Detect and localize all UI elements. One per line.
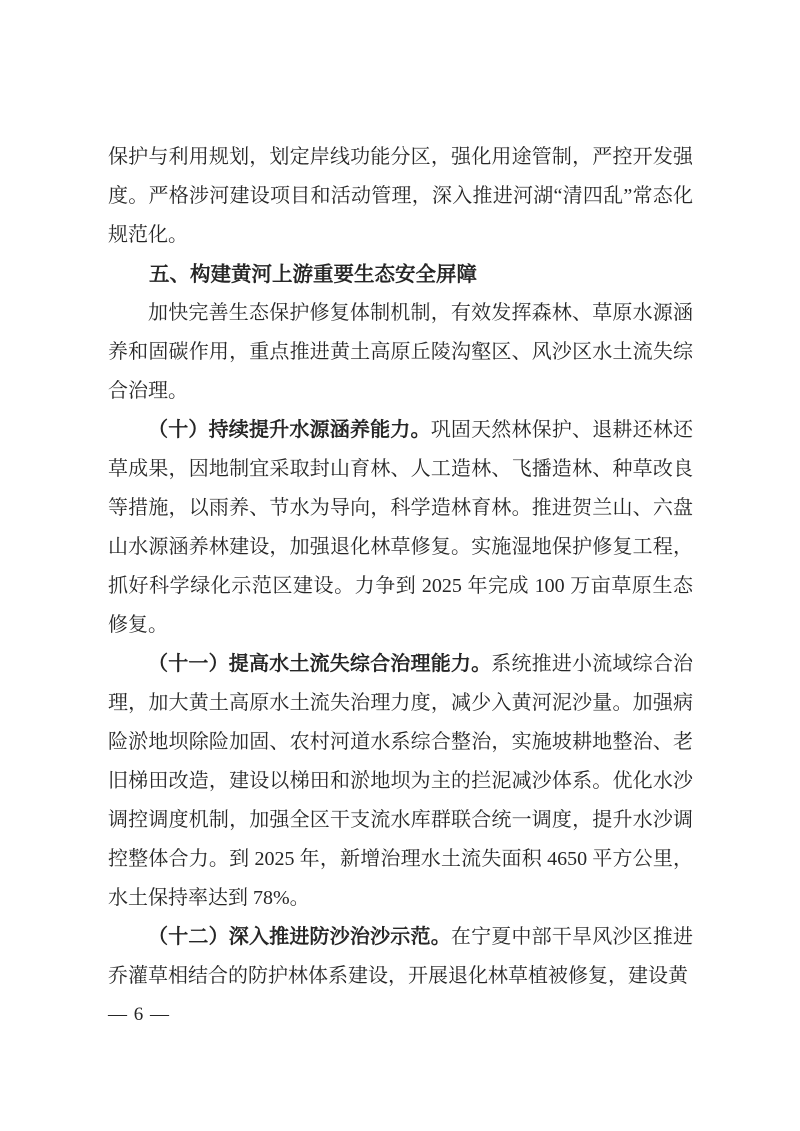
paragraph bbox=[108, 411, 693, 645]
paragraph bbox=[108, 918, 693, 996]
paragraph bbox=[108, 645, 693, 918]
section-heading bbox=[108, 255, 693, 294]
bold-lead-run: （十一）提高水土流失综合治理能力。 bbox=[148, 653, 492, 675]
page-number: — 6 — bbox=[108, 1004, 170, 1025]
bold-lead-run: （十二）深入推进防沙治沙示范。 bbox=[148, 926, 451, 948]
text-run: 保护与利用规划，划定岸线功能分区，强化用途管制，严控开发强度。严格涉河建设项目和活动管理，深入推进河湖“清四乱”常态化规范化。 bbox=[108, 146, 693, 246]
bold-lead-run: （十）持续提升水源涵养能力。 bbox=[148, 419, 431, 441]
paragraph bbox=[108, 138, 693, 255]
paragraph bbox=[108, 294, 693, 411]
text-run: 巩固天然林保护、退耕还林还草成果，因地制宜采取封山育林、人工造林、飞播造林、种草改良等措施，以雨养、节水为导向，科学造林育林。推进贺兰山、六盘山水源涵养林建设，加强退化林草修复。实施湿地保护修复工程，抓好科学绿化示范区建设。力争到 2025 年完成 100 万亩草原生态修复。 bbox=[108, 419, 694, 636]
bold-lead-run: 五、构建黄河上游重要生态安全屏障 bbox=[149, 263, 477, 286]
text-run: 加快完善生态保护修复体制机制，有效发挥森林、草原水源涵养和固碳作用，重点推进黄土高原丘陵沟壑区、风沙区水土流失综合治理。 bbox=[108, 302, 693, 402]
text-run: 系统推进小流域综合治理，加大黄土高原水土流失治理力度，减少入黄河泥沙量。加强病险淤地坝除险加固、农村河道水系综合整治，实施坡耕地整治、老旧梯田改造，建设以梯田和淤地坝为主的拦泥减沙体系。优化水沙调控调度机制，加强全区干支流水库群联合统一调度，提升水沙调控整体合力。到 2025 年，新增治理水土流失面积 4650 平方公里，水土保持率达到 78%。 bbox=[108, 653, 694, 909]
document-body bbox=[108, 138, 693, 996]
text-run: 在宁夏中部干旱风沙区推进乔灌草相结合的防护林体系建设，开展退化林草植被修复，建设黄 bbox=[108, 926, 694, 987]
